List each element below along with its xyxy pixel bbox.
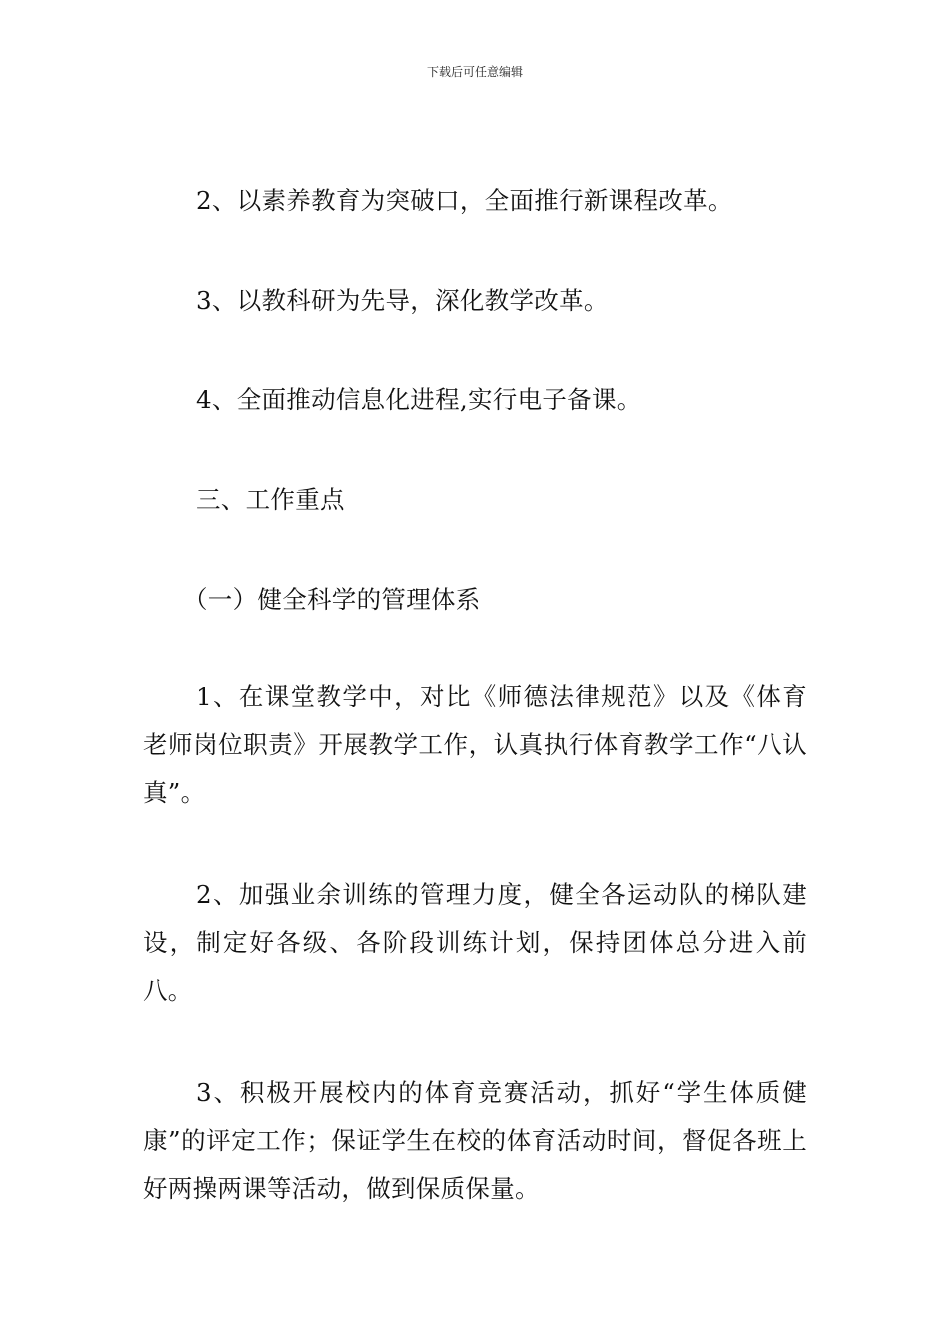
paragraph-item-3: 3、积极开展校内的体育竞赛活动，抓好“学生体质健康”的评定工作；保证学生在校的体育活动时间，督促各班上好两操两课等活动，做到保质保量。 bbox=[143, 1078, 807, 1203]
paragraph-item-2: 2、加强业余训练的管理力度，健全各运动队的梯队建设，制定好各级、各阶段训练计划，保持团体总分进入前八。 bbox=[143, 880, 807, 1005]
subsection-heading-management: （一）健全科学的管理体系 bbox=[183, 585, 481, 614]
paragraph-goal-4: 4、全面推动信息化进程,实行电子备课。 bbox=[196, 385, 642, 414]
paragraph-goal-3: 3、以教科研为先导，深化教学改革。 bbox=[196, 286, 609, 315]
section-heading-work-focus: 三、工作重点 bbox=[196, 485, 345, 514]
paragraph-item-1: 1、在课堂教学中，对比《师德法律规范》以及《体育老师岗位职责》开展教学工作，认真执行体育教学工作“八认真”。 bbox=[143, 682, 807, 807]
page-header: 下载后可任意编辑 bbox=[426, 65, 523, 79]
paragraph-goal-2: 2、以素养教育为突破口，全面推行新课程改革。 bbox=[196, 186, 733, 215]
